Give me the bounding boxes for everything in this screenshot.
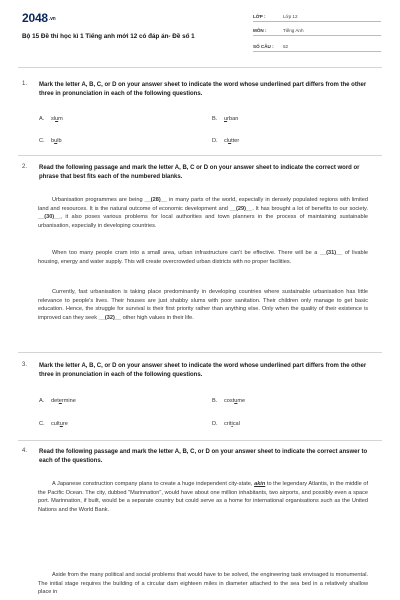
- question-text: Read the following passage and mark the letter A, B, C or D on your answer sheet to indicate the correct word or phrase that best fits each of the numbered blanks.: [39, 165, 360, 180]
- question-divider: [18, 155, 382, 156]
- highlighted-word: akin: [254, 481, 266, 487]
- question-number: 4.: [22, 448, 28, 454]
- question-4: [22, 448, 380, 468]
- blank-30[interactable]: __(30)__: [38, 214, 61, 221]
- meta-count: [253, 43, 381, 52]
- header-divider: [18, 67, 382, 68]
- question-1: [22, 81, 380, 101]
- passage-paragraph-1: A Japanese construction company plans to create a huge independent city-state, akin to the legendary Atlantis, in the middle of the Pacific Ocean. The city, dubbed "Marinnation", would have about one million inhabitants, two airports, and possibly even a space port. Marinnation, if built, would be a separate country but could serve as a home for international organisations such as the United Nations and the World Bank.: [38, 481, 368, 514]
- meta-count-value: 52: [283, 44, 289, 49]
- option-d[interactable]: D. critical: [212, 421, 240, 427]
- site-logo[interactable]: [22, 11, 56, 25]
- question-number: 1.: [22, 81, 28, 87]
- blank-28[interactable]: __(28)__: [144, 197, 167, 203]
- passage-paragraph-2: When too many people cram into a small area, urban infrastructure can't be effective. There will be a __(31)__ of livable housing, energy and water supply. This will create overcrowded urban districts with no proper facilities.: [38, 250, 368, 265]
- blank-31[interactable]: __(31)__: [319, 250, 343, 256]
- passage-paragraph-2: Aside from the many political and social problems that would have to be solved, the engineering task envisaged is monumental. The initial stage requires the building of a circular dam eighteen miles in diameter attached to the sea bed in a relatively shallow place in: [38, 572, 368, 596]
- meta-class-label: LỚP :: [253, 14, 266, 19]
- meta-count-label: SỐ CÂU :: [253, 44, 274, 49]
- meta-subject-label: MÔN :: [253, 28, 267, 33]
- question-2: [22, 164, 380, 184]
- meta-subject: [253, 27, 381, 36]
- question-divider: [18, 440, 382, 441]
- option-a[interactable]: A. slum: [39, 116, 63, 122]
- option-c[interactable]: C. bulb: [39, 138, 62, 144]
- meta-class: [253, 13, 381, 22]
- meta-class-value: Lớp 12: [283, 14, 298, 19]
- option-b[interactable]: B. urban: [212, 116, 239, 122]
- blank-32[interactable]: __(32)__: [98, 315, 122, 322]
- option-d[interactable]: D. clutter: [212, 138, 240, 144]
- document-title: Bộ 15 Đề thi học kì 1 Tiếng anh mới 12 có đáp án- Đề số 1: [22, 33, 195, 40]
- meta-subject-value: Tiếng Anh: [283, 28, 304, 33]
- question-text: Mark the letter A, B, C, or D on your answer sheet to indicate the word whose underlined part differs from the other three in pronunciation in each of the following questions.: [39, 363, 367, 378]
- option-b[interactable]: B. costume: [212, 398, 246, 404]
- passage-paragraph-3: Currently, fast urbanisation is taking place predominantly in developing countries where sustainable urbanisation has little relevance to people's lives. Their houses are just shabby slums with poor sanitation. Their children only manage to get basic education. Hence, the struggle for survival is their first priority rather than anything else. Only when the quality of their existence is improved can they seek __(32)__ other high values in their life.: [38, 289, 368, 322]
- question-3: [22, 362, 380, 382]
- question-number: 2.: [22, 164, 28, 170]
- logo-text: 2048: [22, 11, 48, 25]
- logo-suffix: .vn: [48, 15, 56, 22]
- question-text: Read the following passage and mark the letter A, B, C, or D on your answer sheet to indicate the correct answer to each of the questions.: [39, 449, 368, 464]
- question-number: 3.: [22, 362, 28, 368]
- question-divider: [18, 352, 382, 353]
- page-header: [0, 0, 400, 62]
- option-a[interactable]: A. determine: [39, 398, 76, 404]
- option-c[interactable]: C. culture: [39, 421, 68, 427]
- question-text: Mark the letter A, B, C, or D on your answer sheet to indicate the word whose underlined part differs from the other three in pronunciation in each of the following questions.: [39, 82, 367, 97]
- passage-paragraph-1: Urbanisation programmes are being __(28)__ in many parts of the world, especially in densely populated regions with limited land and resources. It is the natural outcome of economic development and __(29)__. It has brought a lot of benefits to our society. __(30)__, it also poses various problems for local authorities and town planners in the process of maintaining sustainable urbanisation, especially in developing countries.: [38, 197, 368, 230]
- blank-29[interactable]: __(29)__: [229, 205, 253, 212]
